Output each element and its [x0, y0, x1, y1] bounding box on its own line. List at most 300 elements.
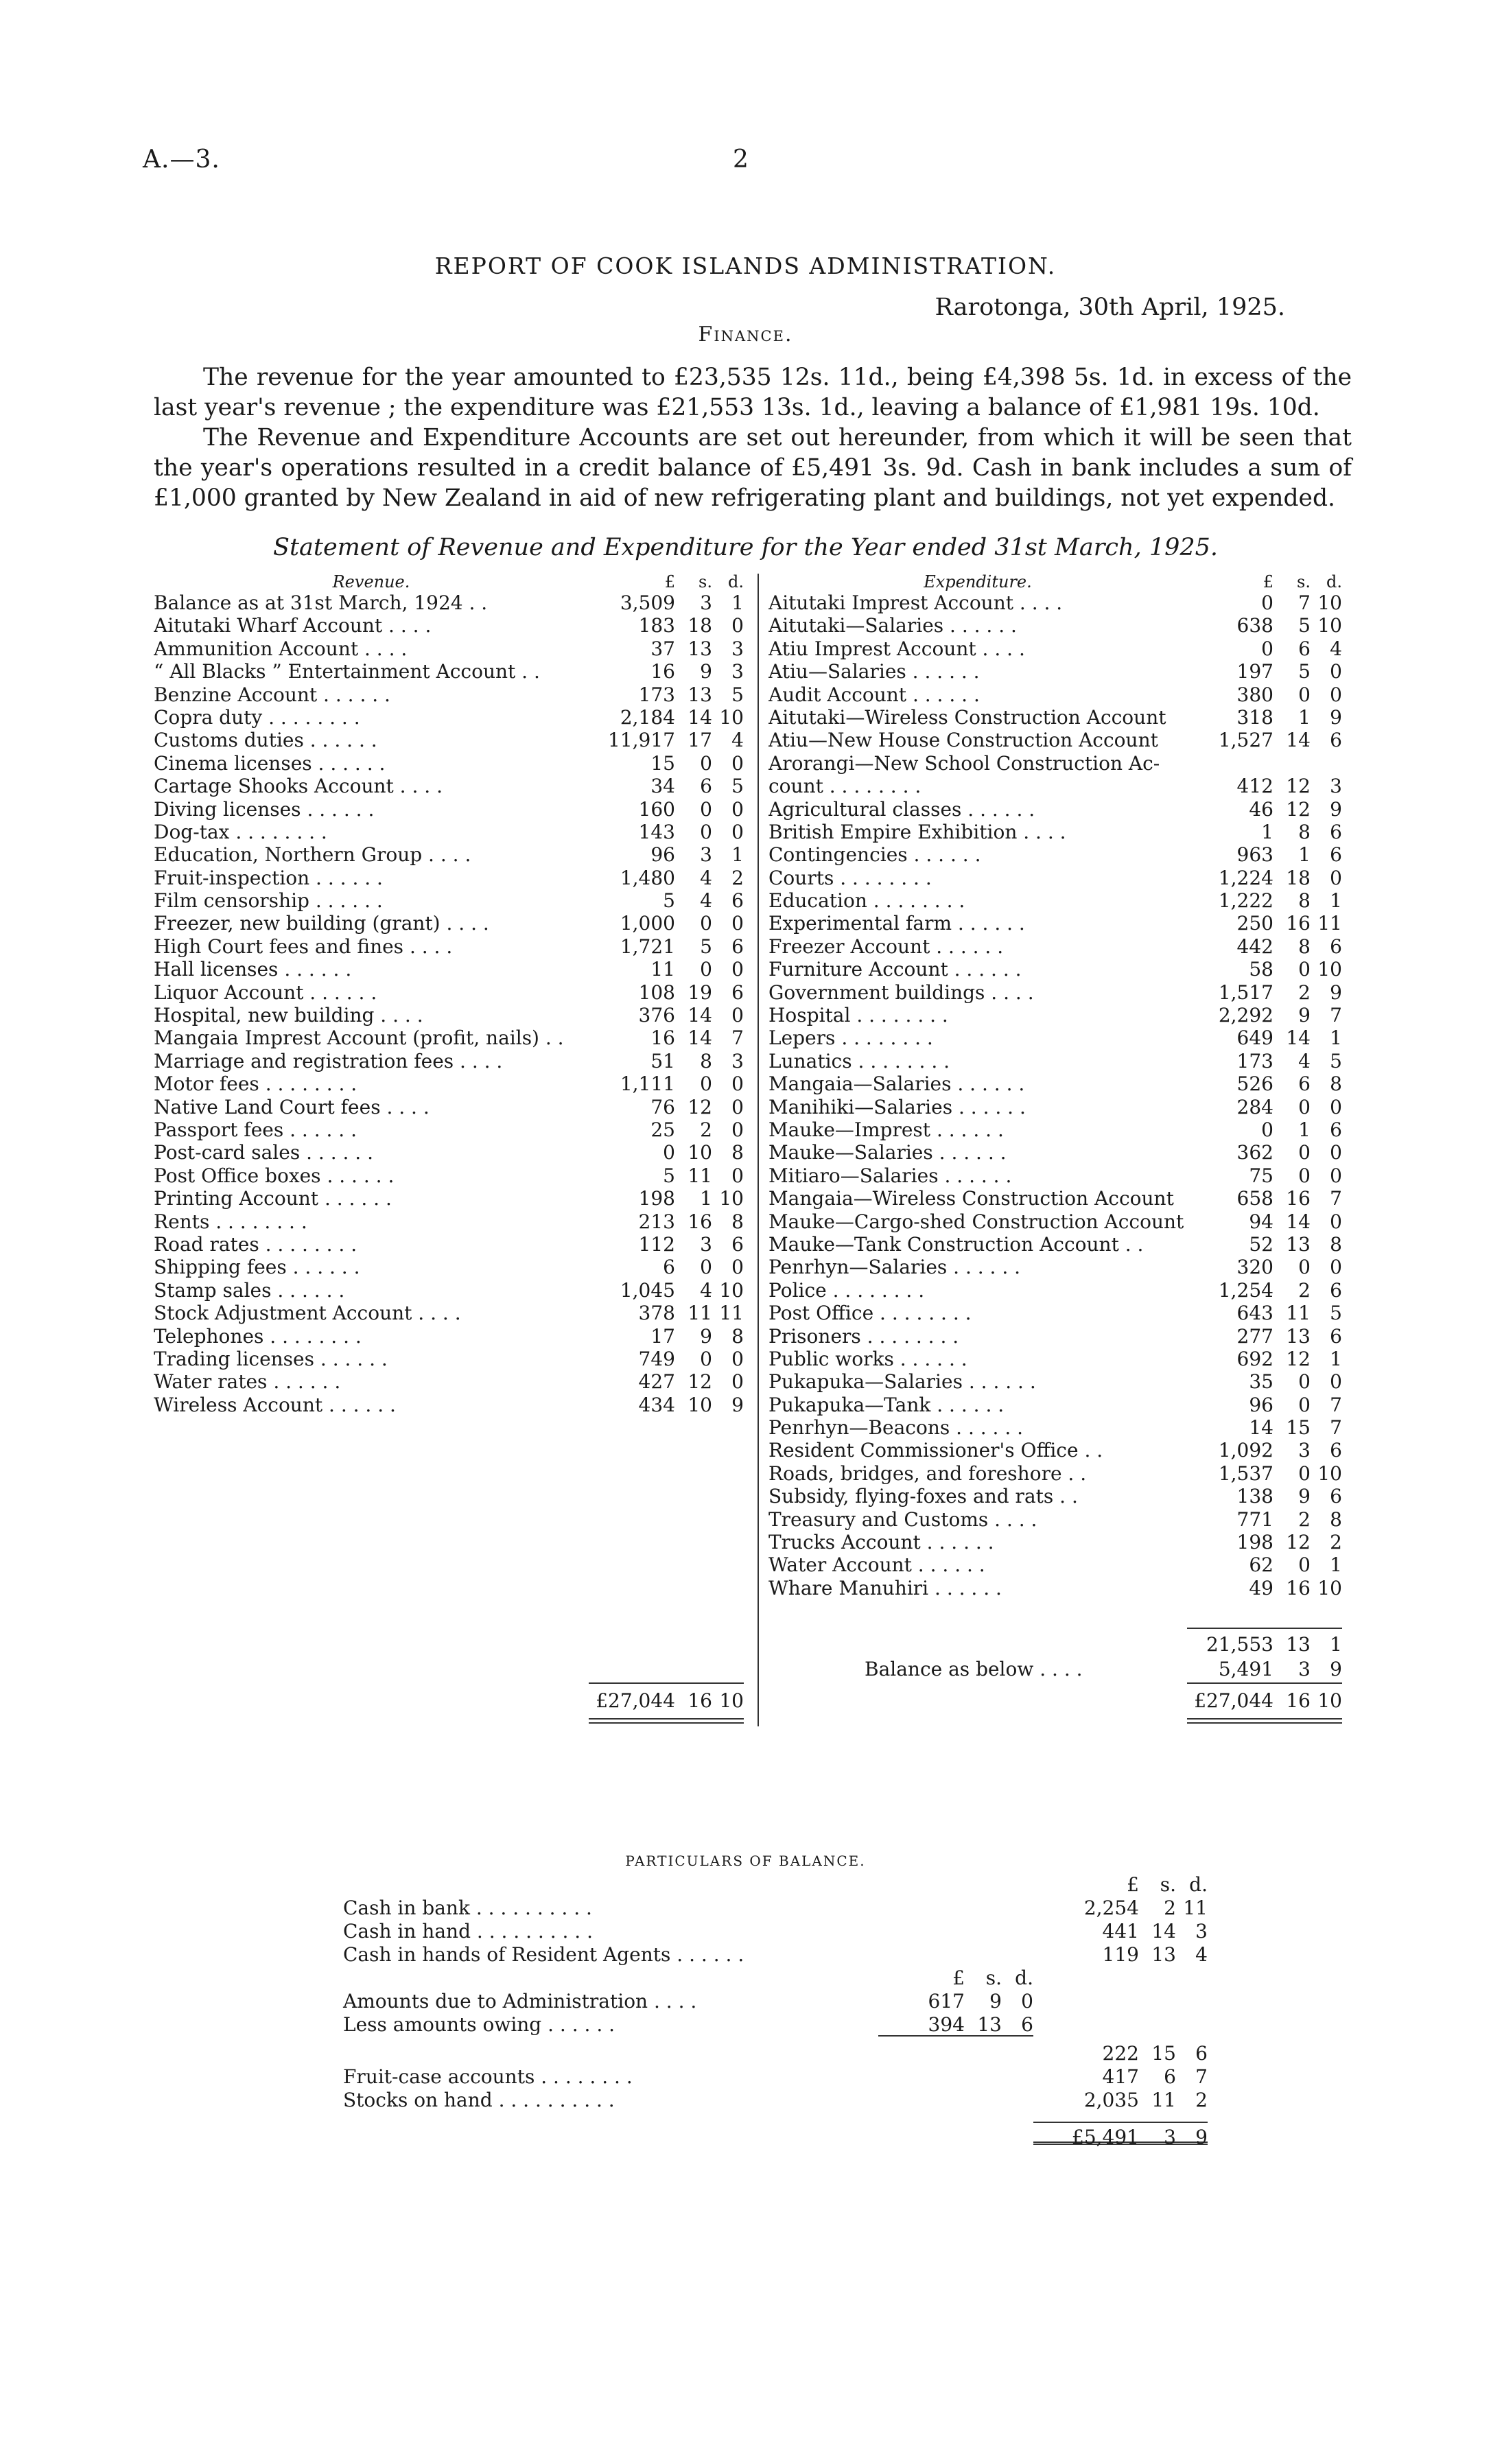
expenditure-amount — [1187, 1233, 1342, 1256]
revenue-pounds: 3,509 — [620, 591, 675, 614]
revenue-label: Water rates . . . . . . — [154, 1370, 341, 1394]
expenditure-amount — [1187, 912, 1342, 935]
revenue-amount — [589, 1302, 744, 1324]
expenditure-table — [768, 570, 1342, 1599]
expenditure-row — [768, 1256, 1342, 1278]
revenue-pounds: 15 — [650, 751, 675, 775]
revenue-pounds: 2,184 — [620, 705, 675, 729]
expenditure-pounds: 284 — [1236, 1095, 1273, 1118]
revenue-heading: Revenue. — [332, 572, 410, 591]
pounds-header: £ — [1127, 1873, 1139, 1896]
revenue-shillings: 0 — [700, 912, 712, 935]
expenditure-row — [768, 889, 1342, 912]
revenue-row — [154, 1370, 744, 1393]
expenditure-shillings: 12 — [1286, 775, 1311, 798]
expenditure-amount — [1187, 1026, 1342, 1049]
expenditure-row — [768, 1233, 1342, 1256]
revenue-amount — [589, 1348, 744, 1370]
expenditure-row — [768, 1302, 1342, 1324]
revenue-pence: 0 — [731, 1256, 744, 1279]
particulars-other-shillings: 11 — [1151, 2089, 1176, 2111]
revenue-pounds: 34 — [650, 775, 675, 798]
revenue-row — [154, 1050, 744, 1072]
expenditure-pounds: 2,292 — [1218, 1004, 1273, 1027]
expenditure-amount — [1187, 1072, 1342, 1095]
expenditure-shillings: 6 — [1298, 1072, 1311, 1096]
expenditure-shillings: 7 — [1298, 591, 1311, 614]
revenue-pence: 0 — [731, 1118, 744, 1141]
expenditure-row — [768, 706, 1342, 729]
revenue-amount — [589, 981, 744, 1004]
expenditure-pence: 10 — [1317, 591, 1342, 614]
particulars-other-pence: 7 — [1195, 2065, 1208, 2088]
particulars-other-pounds: 2,035 — [1083, 2089, 1139, 2111]
particulars-other-label: Stocks on hand . . . . . . . . . . — [343, 2089, 615, 2111]
revenue-amount — [589, 958, 744, 981]
expenditure-row — [768, 798, 1342, 821]
revenue-row — [154, 1187, 744, 1210]
owing-pounds: 394 — [928, 2013, 965, 2036]
revenue-shillings: 0 — [700, 1256, 712, 1279]
revenue-amount — [589, 683, 744, 706]
expenditure-label: Experimental farm . . . . . . — [768, 912, 1025, 935]
expenditure-pounds: 658 — [1236, 1187, 1273, 1210]
revenue-row — [154, 1394, 744, 1416]
expenditure-pence: 10 — [1317, 958, 1342, 981]
expenditure-row — [768, 1370, 1342, 1393]
expenditure-total — [1187, 1689, 1342, 1712]
expenditure-pence: 6 — [1330, 843, 1342, 867]
shillings-header: s. — [1160, 1873, 1176, 1896]
revenue-pounds: 108 — [638, 981, 675, 1004]
revenue-label: Post Office boxes . . . . . . — [154, 1164, 395, 1187]
expenditure-pounds: 173 — [1236, 1049, 1273, 1072]
revenue-row — [154, 958, 744, 981]
expenditure-pounds: 1,092 — [1218, 1439, 1273, 1462]
expenditure-pence: 7 — [1330, 1393, 1342, 1416]
revenue-pence: 0 — [731, 1072, 744, 1096]
revenue-label: Post-card sales . . . . . . — [154, 1141, 373, 1164]
revenue-amount — [589, 752, 744, 775]
expenditure-pounds: 1,527 — [1218, 729, 1273, 752]
expenditure-pounds: 0 — [1261, 1118, 1273, 1141]
expenditure-row — [768, 843, 1342, 866]
expenditure-pence: 7 — [1330, 1187, 1342, 1210]
particulars-cash-row — [343, 1920, 1208, 1943]
revenue-pounds: 96 — [650, 843, 675, 867]
particulars-title: PARTICULARS OF BALANCE. — [625, 1853, 866, 1869]
particulars-other-pounds: 417 — [1102, 2065, 1139, 2088]
particulars-cash-label: Cash in bank . . . . . . . . . . — [343, 1897, 592, 1919]
revenue-pounds: 17 — [650, 1324, 675, 1348]
expenditure-shillings: 0 — [1298, 1370, 1311, 1394]
revenue-row — [154, 1072, 744, 1095]
revenue-pounds: 25 — [650, 1118, 675, 1141]
expenditure-shillings: 0 — [1298, 958, 1311, 981]
revenue-pounds: 11,917 — [608, 729, 675, 752]
revenue-row — [154, 1141, 744, 1164]
revenue-shillings: 0 — [700, 958, 712, 981]
due-pence: 0 — [1021, 1990, 1033, 2013]
particulars-cash-pounds: 119 — [1102, 1943, 1139, 1966]
expenditure-label: Manihiki—Salaries . . . . . . — [768, 1095, 1026, 1118]
revenue-shillings: 5 — [700, 935, 712, 958]
expenditure-amount — [1187, 1141, 1342, 1164]
subtotal-pounds: 21,553 — [1206, 1633, 1273, 1656]
revenue-label: Aitutaki Wharf Account . . . . — [154, 614, 432, 637]
expenditure-row — [768, 1096, 1342, 1118]
expenditure-amount — [1187, 958, 1342, 981]
expenditure-label: Lepers . . . . . . . . — [768, 1026, 933, 1050]
revenue-shillings: 19 — [688, 981, 712, 1004]
report-title: REPORT OF COOK ISLANDS ADMINISTRATION. — [434, 253, 1057, 279]
expenditure-label: Atiu Imprest Account . . . . — [768, 637, 1025, 660]
expenditure-row — [768, 1348, 1342, 1370]
expenditure-pounds: 318 — [1236, 705, 1273, 729]
revenue-pence: 11 — [719, 1302, 744, 1325]
balance-pounds: 5,491 — [1218, 1658, 1273, 1680]
expenditure-shillings: 14 — [1286, 1210, 1311, 1233]
expenditure-row — [768, 1508, 1342, 1531]
expenditure-pence: 0 — [1330, 1164, 1342, 1187]
revenue-row — [154, 1325, 744, 1348]
expenditure-shillings: 6 — [1298, 637, 1311, 660]
revenue-row — [154, 706, 744, 729]
expenditure-row — [768, 1210, 1342, 1233]
expenditure-pence: 6 — [1330, 1324, 1342, 1348]
expenditure-shillings: 0 — [1298, 1256, 1311, 1279]
particulars-cash-pounds: 441 — [1102, 1920, 1139, 1943]
revenue-total-pence: 10 — [719, 1689, 744, 1712]
expenditure-label: Penrhyn—Beacons . . . . . . — [768, 1416, 1024, 1440]
particulars-cash-inner-spacer — [878, 1943, 1033, 1967]
expenditure-amount — [1187, 1256, 1342, 1278]
revenue-label: Education, Northern Group . . . . — [154, 843, 471, 867]
expenditure-shillings: 18 — [1286, 866, 1311, 889]
expenditure-pounds: 46 — [1249, 797, 1273, 821]
expenditure-pounds: 198 — [1236, 1531, 1273, 1554]
revenue-pence: 1 — [731, 843, 744, 867]
revenue-shillings: 3 — [700, 1232, 712, 1256]
revenue-amount — [589, 1210, 744, 1233]
expenditure-row — [768, 1325, 1342, 1348]
expenditure-amount — [1187, 1210, 1342, 1233]
revenue-shillings: 14 — [688, 1026, 712, 1050]
expenditure-heading: Expenditure. — [924, 572, 1032, 591]
revenue-label: “ All Blacks ” Entertainment Account . . — [154, 660, 540, 683]
expenditure-row — [768, 1004, 1342, 1026]
revenue-pence: 3 — [731, 660, 744, 683]
revenue-pounds: 6 — [663, 1256, 675, 1279]
particulars-cash-pence: 4 — [1195, 1943, 1208, 1966]
expenditure-pounds: 692 — [1236, 1347, 1273, 1370]
revenue-row — [154, 935, 744, 958]
expenditure-pence: 0 — [1330, 1210, 1342, 1233]
expenditure-pence: 6 — [1330, 1118, 1342, 1141]
revenue-row — [154, 798, 744, 821]
revenue-row — [154, 660, 744, 683]
expenditure-pence: 8 — [1330, 1072, 1342, 1096]
expenditure-shillings: 9 — [1298, 1485, 1311, 1508]
expenditure-shillings: 12 — [1286, 1531, 1311, 1554]
expenditure-label: Education . . . . . . . . — [768, 889, 965, 913]
expenditure-pence: 0 — [1330, 1095, 1342, 1118]
revenue-amount — [589, 1096, 744, 1118]
net-pence: 6 — [1195, 2042, 1208, 2065]
revenue-pence: 0 — [731, 912, 744, 935]
expenditure-amount — [1187, 1394, 1342, 1416]
expenditure-shillings: 5 — [1298, 660, 1311, 683]
particulars-other-inner-spacer — [878, 2065, 1033, 2089]
expenditure-row — [768, 935, 1342, 958]
expenditure-row — [768, 1553, 1342, 1576]
balance-label: Balance as below . . . . — [865, 1658, 1083, 1680]
expenditure-row — [768, 614, 1342, 637]
revenue-label: Benzine Account . . . . . . — [154, 683, 390, 706]
expenditure-row — [768, 821, 1342, 843]
revenue-label: Motor fees . . . . . . . . — [154, 1072, 357, 1096]
revenue-label: Copra duty . . . . . . . . — [154, 705, 360, 729]
expenditure-amount — [1187, 660, 1342, 683]
expenditure-pounds: 277 — [1236, 1324, 1273, 1348]
revenue-amount — [589, 1325, 744, 1348]
revenue-pounds: 183 — [638, 614, 675, 637]
revenue-shillings: 13 — [688, 683, 712, 706]
owing-pence: 6 — [1021, 2013, 1033, 2036]
revenue-pence: 0 — [731, 1347, 744, 1370]
paragraph-revenue-summary: The revenue for the year amounted to £23,535 12s. 11d., being £4,398 5s. 1d. in excess of the last year's revenue ; the expenditure was £21,553 13s. 1d., leaving a balance of £1,981 19s. 10d. — [154, 364, 1352, 421]
expenditure-pounds: 49 — [1249, 1576, 1273, 1599]
expenditure-pounds: 0 — [1261, 591, 1273, 614]
expenditure-pence: 8 — [1330, 1232, 1342, 1256]
expenditure-pounds: 1,254 — [1218, 1278, 1273, 1302]
revenue-shillings: 12 — [688, 1095, 712, 1118]
revenue-label: Hospital, new building . . . . — [154, 1004, 423, 1027]
revenue-label: Ammunition Account . . . . — [154, 637, 408, 660]
revenue-label: Wireless Account . . . . . . — [154, 1393, 396, 1416]
expenditure-pounds: 1,517 — [1218, 981, 1273, 1004]
expenditure-total-pence: 10 — [1317, 1689, 1342, 1712]
expenditure-amount — [1187, 1508, 1342, 1531]
particulars-cash-inner-spacer — [878, 1897, 1033, 1920]
pounds-header: £ — [664, 572, 675, 591]
expenditure-pounds: 52 — [1249, 1232, 1273, 1256]
expenditure-label: British Empire Exhibition . . . . — [768, 820, 1066, 843]
revenue-total-shillings: 16 — [688, 1689, 712, 1712]
expenditure-column-header — [768, 570, 1342, 591]
balance-pence: 9 — [1330, 1658, 1342, 1680]
revenue-row — [154, 981, 744, 1004]
expenditure-label: Contingencies . . . . . . — [768, 843, 981, 867]
expenditure-row — [768, 867, 1342, 889]
expenditure-pence: 0 — [1330, 866, 1342, 889]
expenditure-shillings: 8 — [1298, 935, 1311, 958]
revenue-shillings: 10 — [688, 1393, 712, 1416]
expenditure-amount — [1187, 1279, 1342, 1302]
expenditure-pounds: 1,537 — [1218, 1462, 1273, 1485]
expenditure-pence: 8 — [1330, 1507, 1342, 1531]
pence-header: d. — [1189, 1873, 1208, 1896]
subtotal-rule — [1187, 1628, 1342, 1629]
revenue-amount — [589, 798, 744, 821]
revenue-shillings: 16 — [688, 1210, 712, 1233]
revenue-row — [154, 752, 744, 775]
revenue-shillings: 0 — [700, 820, 712, 843]
revenue-shillings: 13 — [688, 637, 712, 660]
expenditure-shillings — [1273, 752, 1311, 775]
expenditure-pounds: 1,224 — [1218, 866, 1273, 889]
revenue-shillings: 10 — [688, 1141, 712, 1164]
revenue-pounds: 5 — [663, 1164, 675, 1187]
revenue-shillings: 9 — [700, 1324, 712, 1348]
particulars-cash-amount — [1033, 1920, 1208, 1943]
expenditure-amount — [1187, 1325, 1342, 1348]
expenditure-pounds: 638 — [1236, 614, 1273, 637]
revenue-row — [154, 1210, 744, 1233]
revenue-pounds: 51 — [650, 1049, 675, 1072]
revenue-pounds: 143 — [638, 820, 675, 843]
expenditure-row — [768, 775, 1342, 797]
revenue-total-rule-bottom — [589, 1718, 744, 1720]
expenditure-amount — [1187, 683, 1342, 706]
particulars-total-pounds: £5,491 — [1072, 2126, 1139, 2148]
revenue-shillings: 4 — [700, 1278, 712, 1302]
revenue-pence: 6 — [731, 981, 744, 1004]
expenditure-pence: 0 — [1330, 683, 1342, 706]
revenue-row — [154, 614, 744, 637]
expenditure-shillings: 0 — [1298, 1095, 1311, 1118]
revenue-total — [589, 1689, 744, 1712]
place-date: Rarotonga, 30th April, 1925. — [935, 294, 1285, 321]
revenue-label: Freezer, new building (grant) . . . . — [154, 912, 489, 935]
expenditure-row — [768, 1394, 1342, 1416]
expenditure-pence: 7 — [1330, 1004, 1342, 1027]
expenditure-label: Freezer Account . . . . . . — [768, 935, 1004, 958]
particulars-other-shillings: 6 — [1164, 2065, 1176, 2088]
revenue-amount — [589, 706, 744, 729]
revenue-pence: 4 — [731, 729, 744, 752]
revenue-label: Road rates . . . . . . . . — [154, 1232, 357, 1256]
expenditure-row — [768, 752, 1342, 775]
particulars-cash-rows — [343, 1897, 1208, 1967]
revenue-label: Balance as at 31st March, 1924 . . — [154, 591, 488, 614]
pounds-header: £ — [952, 1967, 965, 1989]
expenditure-label: Mangaia—Salaries . . . . . . — [768, 1072, 1025, 1096]
net-pounds: 222 — [1102, 2042, 1139, 2065]
expenditure-pounds: 75 — [1249, 1164, 1273, 1187]
revenue-amount — [589, 912, 744, 935]
revenue-pence: 6 — [731, 889, 744, 913]
expenditure-amount — [1187, 821, 1342, 843]
expenditure-label: Water Account . . . . . . — [768, 1553, 985, 1577]
expenditure-shillings: 0 — [1298, 1462, 1311, 1485]
expenditure-shillings: 2 — [1298, 1507, 1311, 1531]
revenue-pence: 0 — [731, 1164, 744, 1187]
expenditure-pence: 6 — [1330, 1278, 1342, 1302]
expenditure-row — [768, 1485, 1342, 1507]
revenue-label: Marriage and registration fees . . . . — [154, 1049, 503, 1072]
revenue-pounds: 16 — [650, 1026, 675, 1050]
revenue-pounds: 198 — [638, 1187, 675, 1210]
revenue-pence: 5 — [731, 683, 744, 706]
revenue-shillings: 4 — [700, 889, 712, 913]
expenditure-label: Aitutaki—Wireless Construction Account — [768, 705, 1166, 729]
expenditure-pence: 9 — [1330, 797, 1342, 821]
expenditure-pence: 4 — [1330, 637, 1342, 660]
expenditure-label: Treasury and Customs . . . . — [768, 1507, 1037, 1531]
revenue-amount — [589, 591, 744, 614]
expenditure-label: Mauke—Cargo-shed Construction Account — [768, 1210, 1184, 1233]
revenue-row — [154, 775, 744, 797]
expenditure-total-shillings: 16 — [1286, 1689, 1311, 1712]
shillings-header: s. — [985, 1967, 1002, 1989]
expenditure-amount — [1187, 935, 1342, 958]
expenditure-pence: 2 — [1330, 1531, 1342, 1554]
particulars-cash-pence: 11 — [1183, 1897, 1208, 1919]
shillings-header: s. — [698, 572, 712, 591]
expenditure-pounds: 771 — [1236, 1507, 1273, 1531]
expenditure-pounds: 320 — [1236, 1256, 1273, 1279]
revenue-row — [154, 683, 744, 706]
expenditure-pounds: 58 — [1249, 958, 1273, 981]
particulars-total-shillings: 3 — [1164, 2126, 1176, 2148]
particulars-cash-row — [343, 1897, 1208, 1920]
revenue-amount — [589, 1394, 744, 1416]
particulars-cash-inner-spacer — [878, 1920, 1033, 1943]
revenue-pence: 6 — [731, 1232, 744, 1256]
expenditure-pounds: 62 — [1249, 1553, 1273, 1577]
expenditure-pounds: 94 — [1249, 1210, 1273, 1233]
subtotal-shillings: 13 — [1286, 1633, 1311, 1656]
particulars-other-row — [343, 2065, 1208, 2089]
expenditure-amount — [1187, 637, 1342, 660]
expenditure-pence: 0 — [1330, 1256, 1342, 1279]
revenue-shillings: 0 — [700, 751, 712, 775]
revenue-amount — [589, 1279, 744, 1302]
expenditure-amount — [1187, 706, 1342, 729]
expenditure-pence: 6 — [1330, 729, 1342, 752]
expenditure-row — [768, 1187, 1342, 1210]
particulars-other-inner-spacer — [878, 2089, 1033, 2112]
pence-header: d. — [1015, 1967, 1033, 1989]
revenue-pence: 10 — [719, 1278, 744, 1302]
expenditure-shillings: 9 — [1298, 1004, 1311, 1027]
expenditure-amount — [1187, 614, 1342, 637]
expenditure-amount — [1187, 1004, 1342, 1026]
expenditure-amount — [1187, 1439, 1342, 1462]
particulars-total-pence: 9 — [1195, 2126, 1208, 2148]
expenditure-label: Atiu—Salaries . . . . . . — [768, 660, 980, 683]
pounds-header: £ — [1263, 572, 1273, 591]
particulars-due-row — [343, 1990, 1208, 2013]
expenditure-shillings: 0 — [1298, 1553, 1311, 1577]
expenditure-amount — [1187, 752, 1342, 775]
expenditure-pence: 10 — [1317, 614, 1342, 637]
expenditure-label: Police . . . . . . . . — [768, 1278, 925, 1302]
revenue-label: Cinema licenses . . . . . . — [154, 751, 386, 775]
expenditure-label: Mauke—Tank Construction Account . . — [768, 1232, 1144, 1256]
revenue-amount — [589, 614, 744, 637]
expenditure-amount — [1187, 775, 1342, 797]
particulars-other-amount — [1033, 2089, 1208, 2112]
expenditure-amount — [1187, 1416, 1342, 1439]
revenue-amount — [589, 1118, 744, 1141]
revenue-row — [154, 867, 744, 889]
expenditure-label: Courts . . . . . . . . — [768, 866, 932, 889]
expenditure-shillings: 0 — [1298, 1393, 1311, 1416]
revenue-pounds: 16 — [650, 660, 675, 683]
revenue-row — [154, 1118, 744, 1141]
